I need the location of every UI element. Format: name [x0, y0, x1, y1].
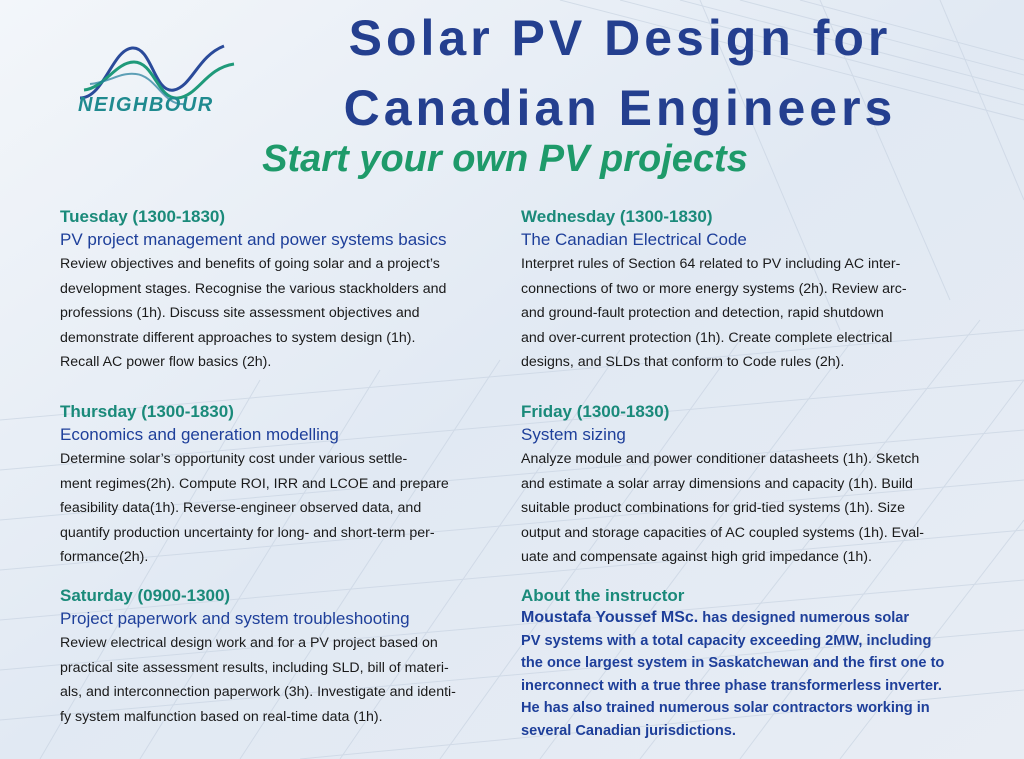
about-line: the once largest system in Saskatchewan and the first one to [521, 655, 945, 672]
session-line: practical site assessment results, including SLD, bill of materi- [60, 659, 449, 676]
instructor-name: Moustafa Youssef MSc. [521, 609, 699, 626]
session-topic: The Canadian Electrical Code [521, 230, 747, 249]
session-tuesday [60, 206, 520, 375]
session-line: suitable product combinations for grid-tied systems (1h). Size [521, 500, 906, 517]
session-day: Wednesday (1300-1830) [521, 207, 713, 226]
session-topic: System sizing [521, 425, 626, 444]
session-line: fy system malfunction based on real-time data (1h). [60, 708, 383, 725]
session-friday [521, 401, 981, 570]
about-line: inerconnect with a true three phase transformerless inverter. [521, 677, 942, 694]
about-line: He has also trained numerous solar contractors working in [521, 700, 930, 717]
about-line: PV systems with a total capacity exceeding 2MW, including [521, 632, 932, 649]
session-line: Review electrical design work and for a PV project based on [60, 635, 438, 651]
page-title-line2: Canadian Engineers [343, 80, 897, 136]
session-line: als, and interconnection paperwork (3h). Investigate and identi- [60, 684, 456, 701]
session-line: Determine solar’s opportunity cost under various settle- [60, 451, 408, 467]
session-day: Saturday (0900-1300) [60, 586, 231, 605]
session-line: and ground-fault protection and detection, rapid shutdown [521, 305, 884, 322]
session-thursday [60, 401, 520, 570]
about-instructor [521, 585, 981, 743]
session-line: uate and compensate against high grid impedance (1h). [521, 549, 872, 566]
session-line: demonstrate different approaches to system design (1h). [60, 329, 416, 346]
session-line: Interpret rules of Section 64 related to PV including AC inter- [521, 256, 901, 272]
session-line: professions (1h). Discuss site assessment objectives and [60, 305, 420, 322]
session-line: output and storage capacities of AC coupled systems (1h). Eval- [521, 524, 924, 541]
session-wednesday [521, 206, 981, 375]
logo-text: NEIGHBOUR [78, 94, 214, 116]
session-line: Review objectives and benefits of going solar and a project’s [60, 256, 440, 272]
session-topic: PV project management and power systems basics [60, 230, 447, 249]
session-line: ment regimes(2h). Compute ROI, IRR and LCOE and prepare [60, 475, 449, 492]
session-line: and estimate a solar array dimensions and capacity (1h). Build [521, 475, 913, 492]
session-line: designs, and SLDs that conform to Code rules (2h). [521, 354, 845, 371]
session-line: quantify production uncertainty for long- and short-term per- [60, 524, 435, 541]
session-line: development stages. Recognise the various stackholders and [60, 280, 447, 297]
subtitle: Start your own PV projects [262, 138, 748, 180]
about-line [521, 607, 981, 630]
about-first-line: has designed numerous solar [698, 610, 910, 626]
session-line: feasibility data(1h). Reverse-engineer observed data, and [60, 500, 422, 517]
session-topic: Economics and generation modelling [60, 425, 339, 444]
session-line: Analyze module and power conditioner datasheets (1h). Sketch [521, 451, 920, 467]
about-heading: About the instructor [521, 586, 685, 605]
about-line: several Canadian jurisdictions. [521, 722, 736, 739]
session-day: Tuesday (1300-1830) [60, 207, 226, 226]
session-line: formance(2h). [60, 549, 149, 566]
session-line: connections of two or more energy systems (2h). Review arc- [521, 280, 907, 297]
session-day: Thursday (1300-1830) [60, 402, 234, 421]
session-line: and over-current protection (1h). Create complete electrical [521, 329, 893, 346]
session-saturday [60, 585, 520, 729]
session-day: Friday (1300-1830) [521, 402, 670, 421]
page-title-line1: Solar PV Design for [348, 10, 892, 66]
session-topic: Project paperwork and system troubleshooting [60, 609, 410, 628]
session-line: Recall AC power flow basics (2h). [60, 354, 272, 371]
